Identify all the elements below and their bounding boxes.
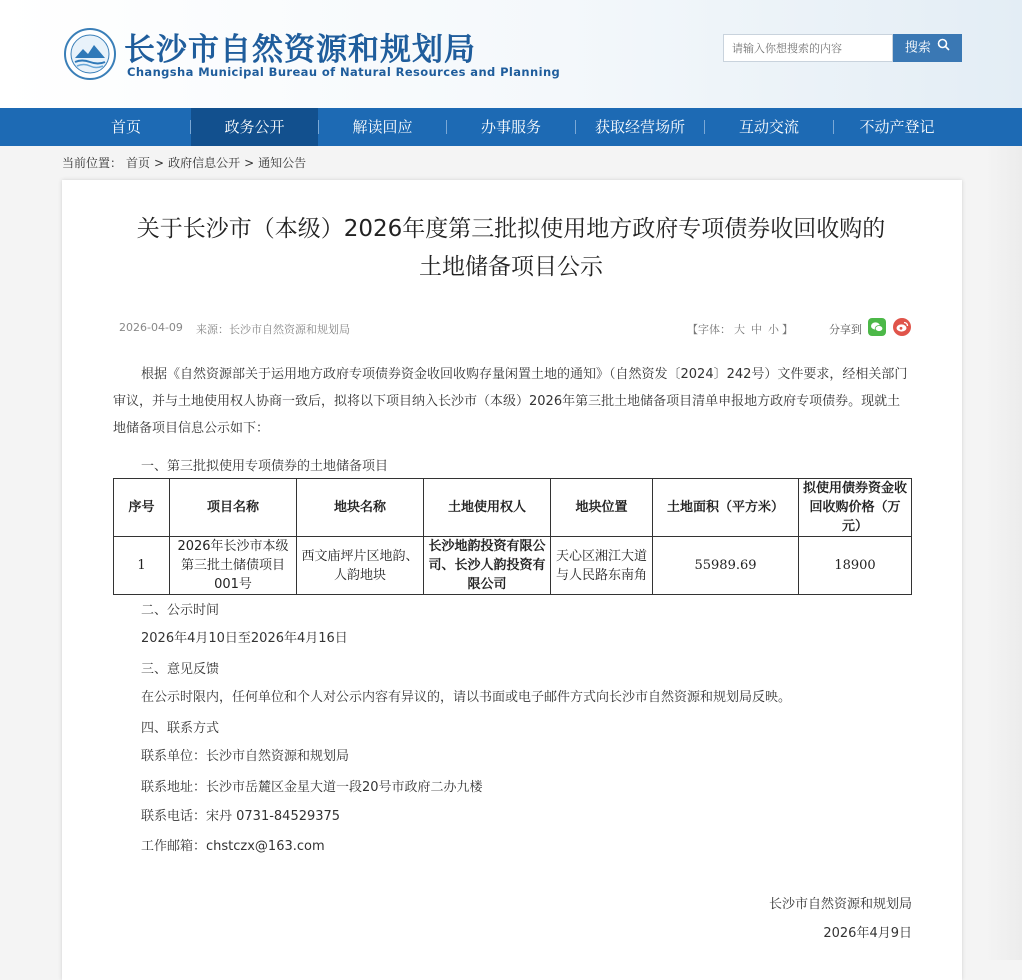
site-title[interactable]: 长沙市自然资源和规划局	[124, 32, 476, 68]
publicity-period: 2026年4月10日至2026年4月16日	[141, 631, 348, 646]
font-size-switcher	[687, 321, 793, 337]
breadcrumb-gov-info[interactable]: 政府信息公开	[168, 156, 241, 170]
breadcrumb	[62, 154, 310, 171]
cell-land-user: 长沙地韵投资有限公司、长沙人韵投资有限公司	[424, 537, 551, 595]
weibo-icon[interactable]	[893, 318, 911, 336]
col-header-land-user: 土地使用权人	[424, 479, 551, 537]
font-size-suffix: 】	[782, 323, 793, 336]
publish-date: 2026-04-09	[119, 321, 183, 334]
site-header	[0, 0, 1022, 108]
font-size-medium[interactable]: 中	[751, 323, 762, 336]
nav-item-business-premises[interactable]: 获取经营场所	[594, 118, 685, 136]
section-heading-period: 二、公示时间	[141, 603, 220, 618]
section-heading-feedback: 三、意见反馈	[141, 662, 220, 677]
share-label: 分享到	[829, 323, 862, 336]
contact-phone: 联系电话：宋丹 0731-84529375	[141, 809, 341, 824]
search-button[interactable]	[893, 34, 962, 62]
nav-item-home[interactable]: 首页	[110, 118, 141, 136]
feedback-text: 在公示时限内，任何单位和个人对公示内容有异议的，请以书面或电子邮件方式向长沙市自然资源和规划局反映。	[141, 690, 792, 705]
search-button-label: 搜索	[904, 40, 931, 56]
search-icon	[937, 34, 950, 62]
cell-area: 55989.69	[653, 537, 799, 595]
font-size-large[interactable]: 大	[734, 323, 745, 336]
article-title	[0, 210, 1022, 286]
table-row	[114, 537, 912, 595]
nav-item-interpretation[interactable]: 解读回应	[352, 118, 413, 136]
cell-parcel-name: 西文庙坪片区地韵、人韵地块	[297, 537, 424, 595]
wechat-icon[interactable]	[868, 318, 886, 336]
section-heading-contact: 四、联系方式	[141, 721, 220, 736]
cell-project-name: 2026年长沙市本级第三批土储债项目001号	[170, 537, 297, 595]
article-title-line1: 关于长沙市（本级）2026年度第三批拟使用地方政府专项债券收回收购的	[136, 216, 886, 242]
col-header-location: 地块位置	[551, 479, 653, 537]
col-header-area: 土地面积（平方米）	[653, 479, 799, 537]
contact-address: 联系地址：长沙市岳麓区金星大道一段20号市政府二办九楼	[141, 780, 483, 795]
article-title-line2: 土地储备项目公示	[419, 254, 603, 280]
signature-date: 2026年4月9日	[823, 926, 912, 941]
nav-item-gov-affairs[interactable]: 政务公开	[191, 108, 318, 146]
breadcrumb-prefix: 当前位置：	[62, 156, 123, 170]
main-nav	[0, 108, 1022, 146]
table-header-row	[114, 479, 912, 537]
col-header-project-name: 项目名称	[170, 479, 297, 537]
breadcrumb-notices[interactable]: 通知公告	[258, 156, 307, 170]
article-intro: 根据《自然资源部关于运用地方政府专项债券资金收回收购存量闲置土地的通知》（自然资发〔2024〕242号）文件要求，经相关部门审议，并与土地使用权人协商一致后，拟将以下项目纳入长沙市（本级）2026年第三批土地储备项目清单申报地方政府专项债券。现就土地储备项目信息公示如下：	[113, 367, 908, 436]
font-size-small[interactable]: 小	[768, 323, 779, 336]
nav-item-interaction[interactable]: 互动交流	[738, 118, 799, 136]
nav-item-real-estate[interactable]: 不动产登记	[859, 118, 935, 136]
breadcrumb-separator: >	[244, 156, 255, 170]
cell-index: 1	[114, 537, 170, 595]
search-input[interactable]	[723, 34, 893, 62]
contact-email[interactable]: 工作邮箱：chstczx@163.com	[141, 839, 325, 854]
col-header-price: 拟使用债券资金收回收购价格（万元）	[799, 479, 912, 537]
cell-location: 天心区湘江大道与人民路东南角	[551, 537, 653, 595]
nav-item-services[interactable]: 办事服务	[480, 118, 541, 136]
contact-unit: 联系单位：长沙市自然资源和规划局	[141, 749, 350, 764]
section-heading-projects: 一、第三批拟使用专项债券的土地储备项目	[141, 459, 389, 474]
col-header-parcel-name: 地块名称	[297, 479, 424, 537]
breadcrumb-separator: >	[154, 156, 165, 170]
project-table	[113, 478, 912, 595]
site-title-english: Changsha Municipal Bureau of Natural Resources and Planning	[127, 65, 561, 79]
bureau-emblem-icon[interactable]	[64, 28, 116, 80]
signature-org: 长沙市自然资源和规划局	[768, 897, 912, 912]
font-size-prefix: 【字体：	[687, 323, 731, 336]
article-source: 来源：长沙市自然资源和规划局	[196, 323, 350, 336]
cell-price: 18900	[799, 537, 912, 595]
col-header-index: 序号	[114, 479, 170, 537]
breadcrumb-home[interactable]: 首页	[126, 156, 151, 170]
